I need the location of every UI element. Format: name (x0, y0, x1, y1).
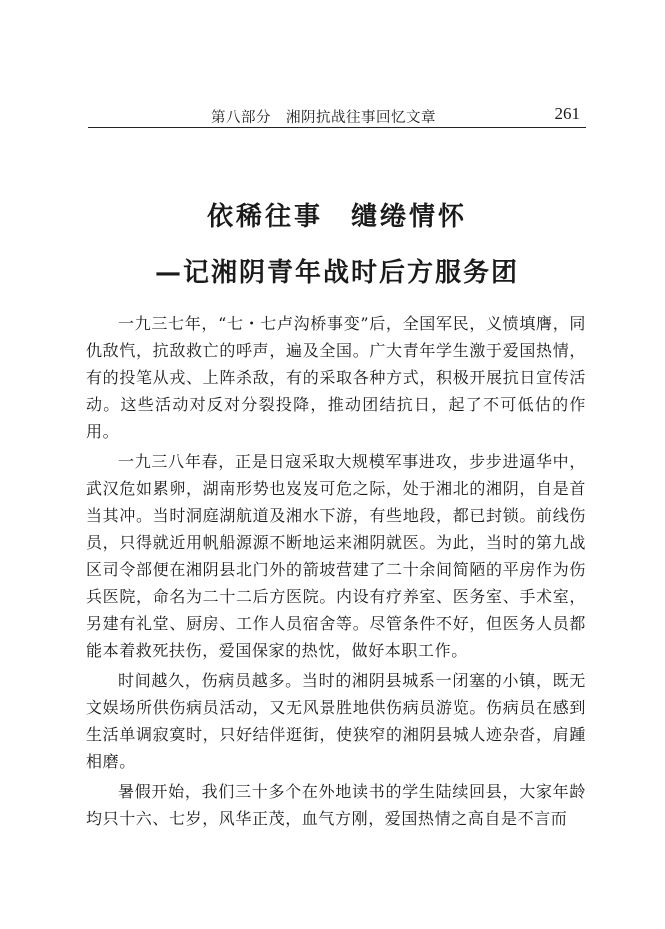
running-head (88, 104, 586, 128)
article-body (86, 310, 586, 835)
running-head-section: 第八部分 湘阴抗战往事回忆文章 (211, 110, 436, 126)
title-part-1: 依稀往事 (206, 202, 323, 232)
article-subtitle: —记湘阴青年战时后方服务团 (154, 258, 519, 288)
title-part-2: 缱绻情怀 (351, 202, 468, 232)
paragraph-4: 暑假开始，我们三十多个在外地读书的学生陆续回县，大家年龄均只十六、七岁，风华正茂，血气方刚，爱国热情之高自是不言而 (86, 782, 586, 828)
article-title (88, 196, 586, 233)
paragraph-1: 一九三七年，“七・七卢沟桥事变”后，全国军民，义愤填膺，同仇敌忾，抗敌救亡的呼声，遍及全国。广大青年学生激于爱国热情，有的投笔从戎、上阵杀敌，有的采取各种方式，积极开展抗日宣传活动。这些活动对反对分裂投降，推动团结抗日，起了不可低估的作用。 (86, 314, 586, 441)
header-rule (88, 127, 586, 128)
paragraph-2: 一九三八年春，正是日寇采取大规模军事进攻，步步进逼华中，武汉危如累卵，湖南形势也岌岌可危之际，处于湘北的湘阴，自是首当其冲。当时洞庭湖航道及湘水下游，有些地段，都已封锁。前线伤员，只得就近用帆船源源不断地运来湘阴就医。为此，当时的第九战区司令部便在湘阴县北门外的箭坡营建了二十余间简陋的平房作为伤兵医院，命名为二十二后方医院。内设有疗养室、医务室、手术室，另建有礼堂、厨房、工作人员宿舍等。尽管条件不好，但医务人员都能本着救死扶伤，爱国保家的热忱，做好本职工作。 (86, 452, 586, 660)
paragraph-3: 时间越久，伤病员越多。当时的湘阴县城系一闭塞的小镇，既无文娱场所供伤病员活动，又无风景胜地供伤病员游览。伤病员在感到生活单调寂寞时，只好结伴逛街，使狭窄的湘阴县城人迹杂沓，肩踵相磨。 (86, 671, 586, 771)
page-number: 261 (554, 104, 580, 123)
